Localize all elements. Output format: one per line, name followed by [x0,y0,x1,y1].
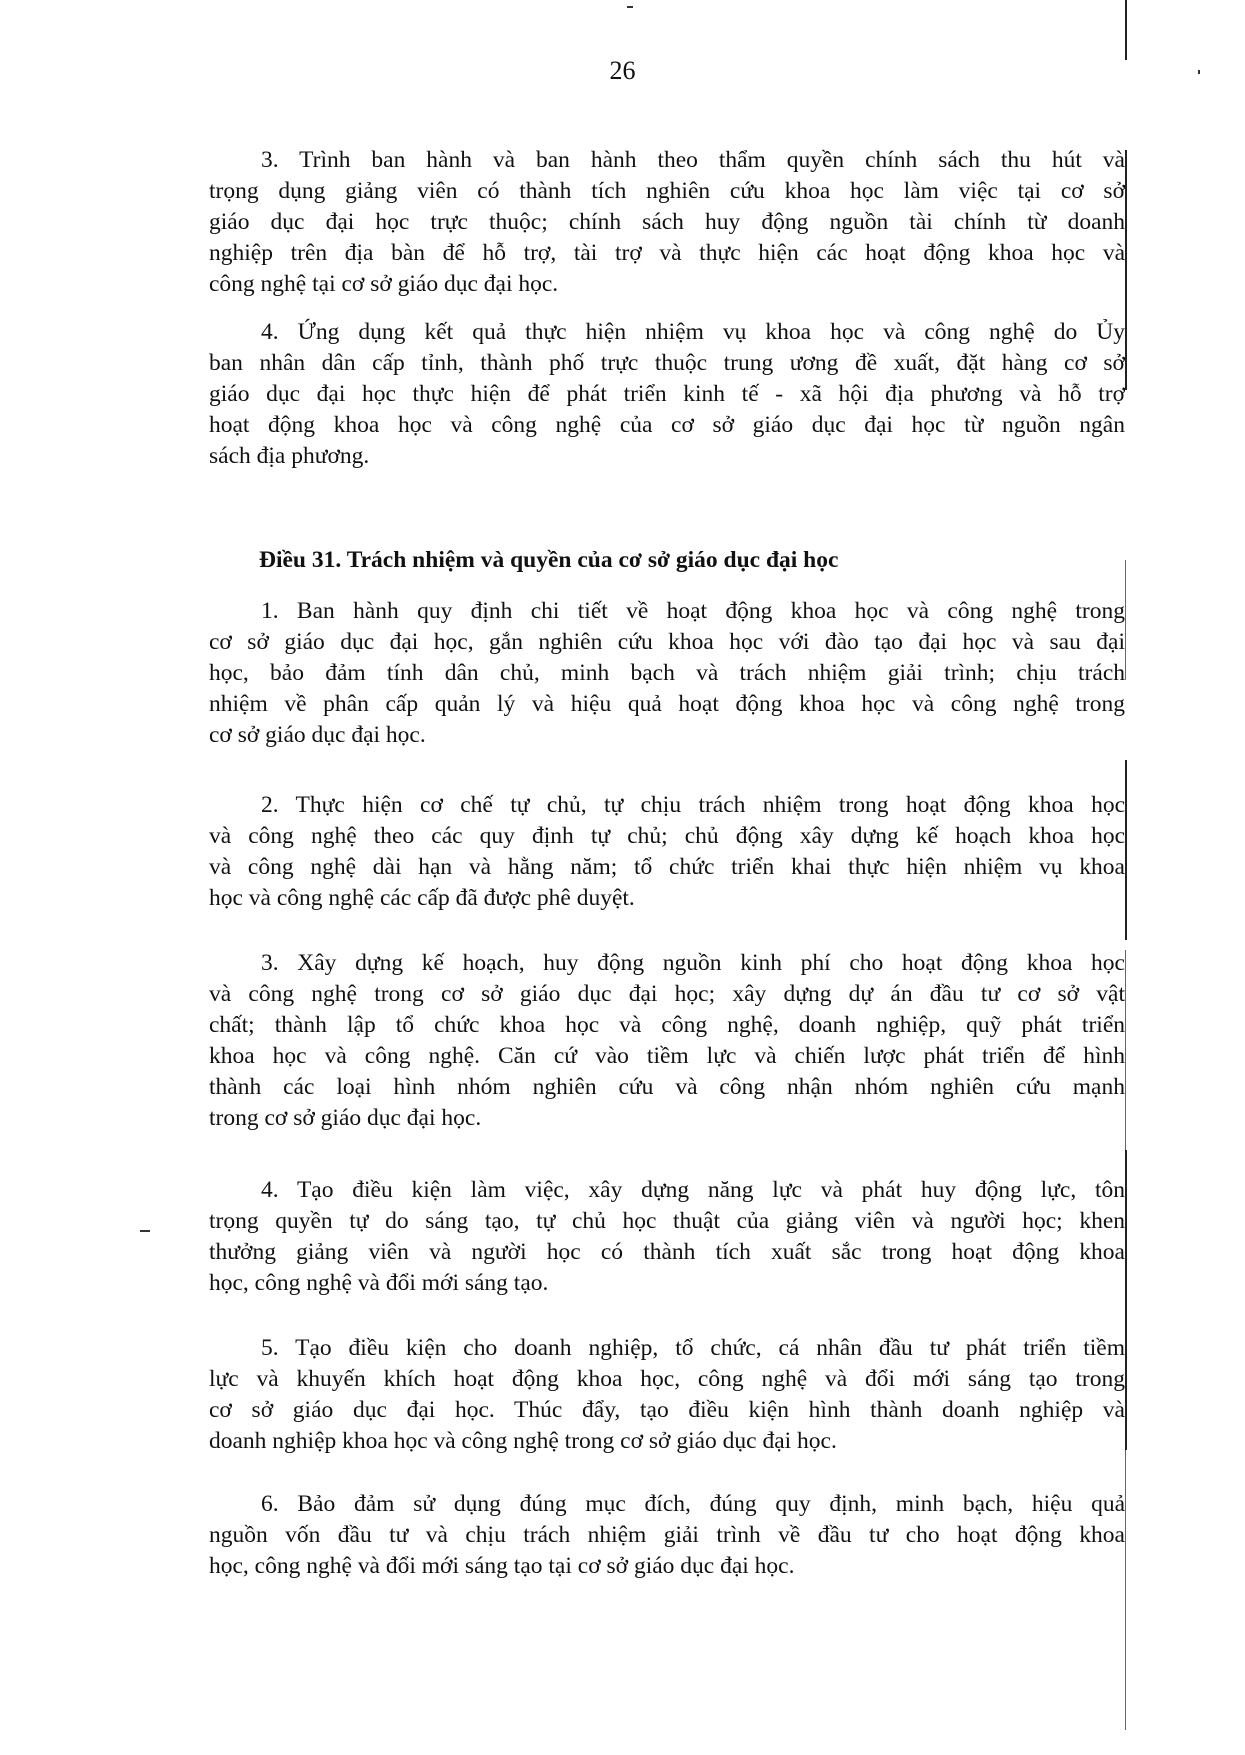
text-line: sách địa phương. [209,443,370,469]
text-line: công nghệ tại cơ sở giáo dục đại học. [209,271,559,297]
text-line: giáo dục đại học thực hiện để phát triển kinh tế - xã hội địa phương và hỗ trợ [209,381,1125,407]
text-line: học, công nghệ và đổi mới sáng tạo tại cơ sở giáo dục đại học. [209,1553,795,1579]
paragraph-3 [209,145,1125,300]
text-line: 3. Trình ban hành và ban hành theo thẩm quyền chính sách thu hút và [261,147,1125,173]
scan-edge-line [1125,950,1126,1150]
text-line: 2. Thực hiện cơ chế tự chủ, tự chịu trách nhiệm trong hoạt động khoa học [261,792,1125,818]
article-heading: Điều 31. Trách nhiệm và quyền của cơ sở giáo dục đại học [259,547,839,573]
text-line: chất; thành lập tổ chức khoa học và công nghệ, doanh nghiệp, quỹ phát triển [209,1012,1125,1038]
text-line: lực và khuyến khích hoạt động khoa học, công nghệ và đổi mới sáng tạo trong [209,1366,1125,1392]
text-line: cơ sở giáo dục đại học, gắn nghiên cứu khoa học với đào tạo đại học và sau đại [209,629,1125,655]
scan-speck [1198,70,1200,74]
text-line: giáo dục đại học trực thuộc; chính sách huy động nguồn tài chính từ doanh [209,209,1125,235]
text-line: học và công nghệ các cấp đã được phê duyệt. [209,885,635,911]
text-line: trọng dụng giảng viên có thành tích nghiên cứu khoa học làm việc tại cơ sở [209,178,1125,204]
text-line: 4. Ứng dụng kết quả thực hiện nhiệm vụ khoa học và công nghệ do Ủy [261,319,1125,345]
scan-speck [627,6,633,8]
clause-6 [209,1489,1125,1582]
scan-edge-line [1125,0,1127,60]
text-line: và công nghệ trong cơ sở giáo dục đại học; xây dựng dự án đầu tư cơ sở vật [209,981,1125,1007]
scan-edge-line [1125,1150,1127,1450]
text-line: và công nghệ dài hạn và hằng năm; tổ chức triển khai thực hiện nhiệm vụ khoa [209,854,1125,880]
text-line: học, công nghệ và đổi mới sáng tạo. [209,1270,549,1296]
clause-3 [209,948,1125,1134]
text-line: trong cơ sở giáo dục đại học. [209,1105,482,1131]
scan-speck [140,1230,150,1232]
scan-edge-line [1125,1450,1126,1730]
clause-5 [209,1333,1125,1457]
text-line: ban nhân dân cấp tỉnh, thành phố trực thuộc trung ương đề xuất, đặt hàng cơ sở [209,350,1125,376]
text-line: 4. Tạo điều kiện làm việc, xây dựng năng lực và phát huy động lực, tôn [261,1177,1125,1203]
paragraph-4 [209,317,1125,472]
text-line: 3. Xây dựng kế hoạch, huy động nguồn kinh phí cho hoạt động khoa học [261,950,1125,976]
text-line: học, bảo đảm tính dân chủ, minh bạch và trách nhiệm giải trình; chịu trách [209,660,1125,686]
text-line: trọng quyền tự do sáng tạo, tự chủ học thuật của giảng viên và người học; khen [209,1208,1125,1234]
text-line: khoa học và công nghệ. Căn cứ vào tiềm lực và chiến lược phát triển để hình [209,1043,1125,1069]
clause-4 [209,1175,1125,1299]
text-line: và công nghệ theo các quy định tự chủ; chủ động xây dựng kế hoạch khoa học [209,823,1125,849]
clause-2 [209,790,1125,914]
scan-edge-line [1125,560,1126,680]
text-line: thành các loại hình nhóm nghiên cứu và công nhận nhóm nghiên cứu mạnh [209,1074,1125,1100]
scan-edge-line [1125,760,1127,940]
text-line: 5. Tạo điều kiện cho doanh nghiệp, tổ chức, cá nhân đầu tư phát triển tiềm [261,1335,1125,1361]
page-number: 26 [609,56,636,85]
text-line: nguồn vốn đầu tư và chịu trách nhiệm giải trình về đầu tư cho hoạt động khoa [209,1522,1125,1548]
text-line: 6. Bảo đảm sử dụng đúng mục đích, đúng quy định, minh bạch, hiệu quả [261,1491,1125,1517]
text-line: doanh nghiệp khoa học và công nghệ trong cơ sở giáo dục đại học. [209,1428,837,1454]
scan-edge-line [1125,150,1127,390]
text-line: thưởng giảng viên và người học có thành tích xuất sắc trong hoạt động khoa [209,1239,1125,1265]
clause-1 [209,596,1125,751]
text-line: nhiệm về phân cấp quản lý và hiệu quả hoạt động khoa học và công nghệ trong [209,691,1125,717]
text-line: cơ sở giáo dục đại học. Thúc đẩy, tạo điều kiện hình thành doanh nghiệp và [209,1397,1125,1423]
text-line: hoạt động khoa học và công nghệ của cơ sở giáo dục đại học từ nguồn ngân [209,412,1125,438]
text-line: 1. Ban hành quy định chi tiết về hoạt động khoa học và công nghệ trong [261,598,1125,624]
text-line: nghiệp trên địa bàn để hỗ trợ, tài trợ và thực hiện các hoạt động khoa học và [209,240,1125,266]
text-line: cơ sở giáo dục đại học. [209,722,426,748]
